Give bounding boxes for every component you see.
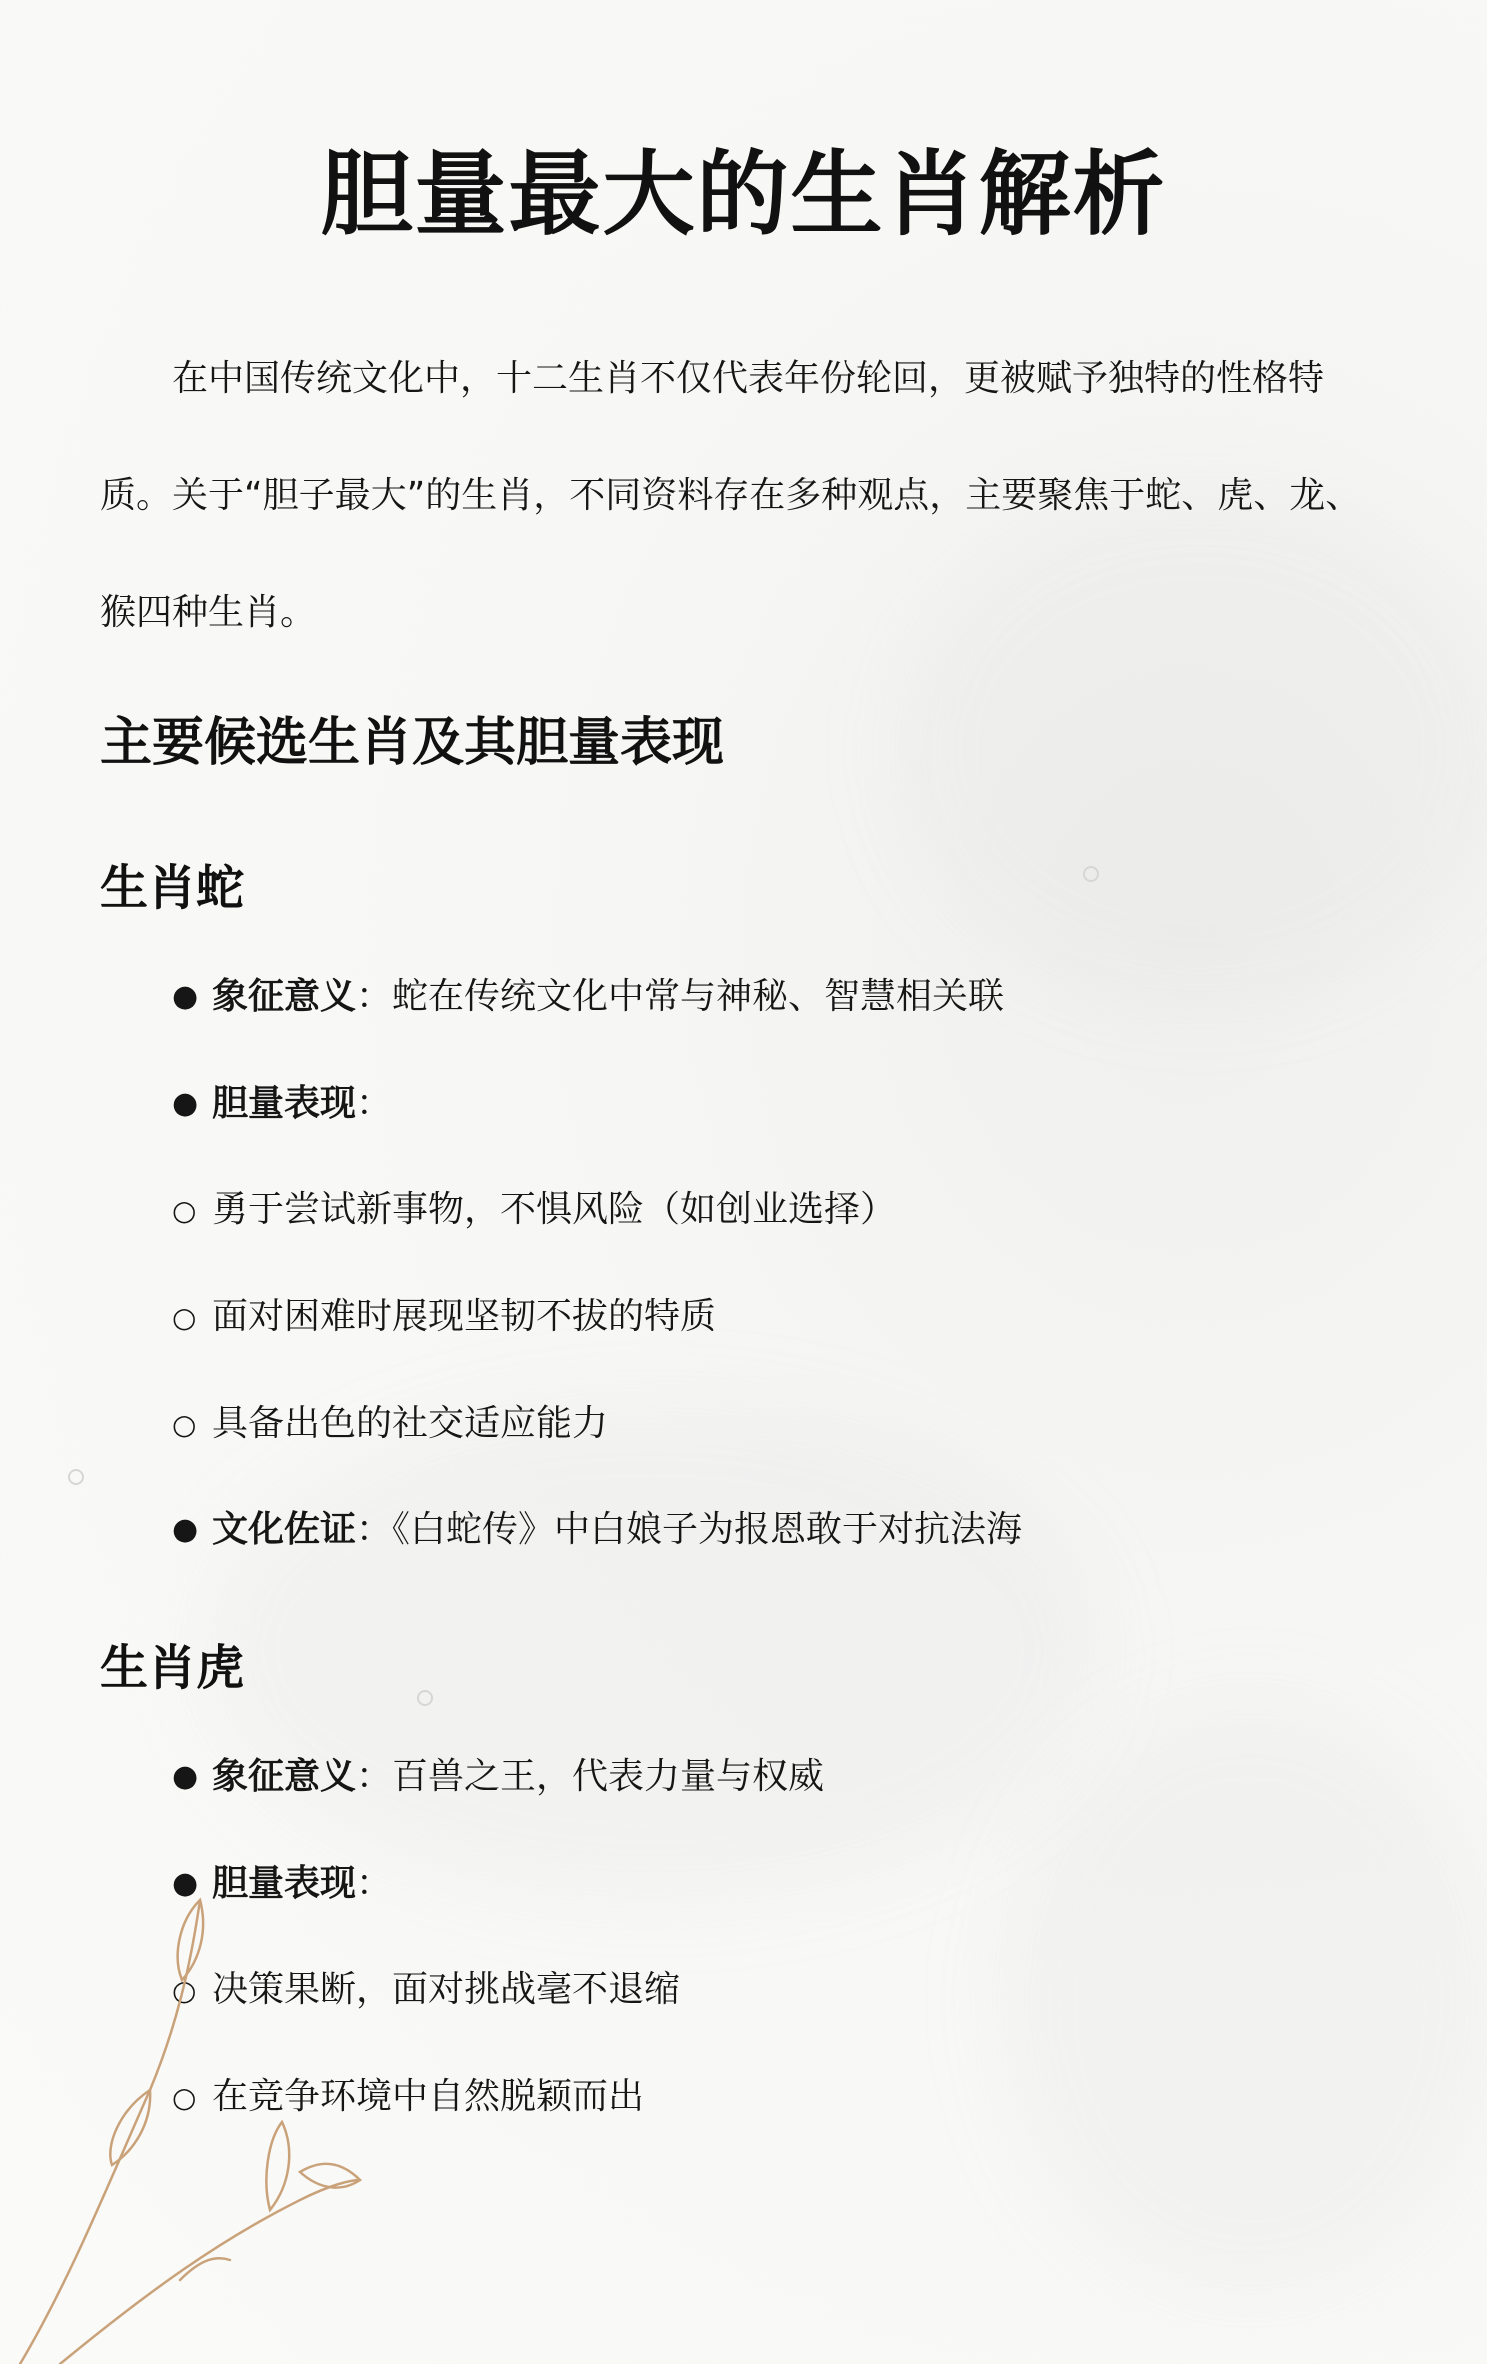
decor-dot — [1083, 866, 1099, 882]
snake-courage-label: 胆量表现 — [212, 1083, 357, 1124]
snake-culture-text: 《白蛇传》中白娘子为报恩敢于对抗法海 — [392, 1509, 1023, 1550]
intro-paragraph: 在中国传统文化中，十二生肖不仅代表年份轮回，更被赋予独特的性格特质。关于“胆子最大”的生肖，不同资料存在多种观点，主要聚焦于蛇、虎、龙、猴四种生肖。 — [100, 358, 1362, 633]
section-heading: 主要候选生肖及其胆量表现 — [100, 713, 725, 773]
snake-culture-item — [172, 1505, 1022, 1555]
tiger-courage-text-2: 在竞争环境中自然脱颖而出 — [212, 2076, 645, 2117]
snake-courage-text-1: 勇于尝试新事物，不惧风险（如创业选择） — [212, 1189, 897, 1230]
list-item — [172, 1185, 896, 1236]
decor-dot — [417, 1690, 433, 1706]
circle-bullet-icon: ○ — [172, 1194, 197, 1227]
snake-courage-text-2: 面对困难时展现坚韧不拔的特质 — [212, 1296, 717, 1337]
colon: ： — [356, 1863, 393, 1904]
decor-dot — [68, 1469, 84, 1485]
plant-stem — [20, 1900, 200, 2364]
bullet-icon: ● — [172, 1759, 199, 1794]
plant-stem — [180, 2258, 230, 2280]
snake-courage-item — [172, 1079, 392, 1129]
snake-symbol-text: 蛇在传统文化中常与神秘、智慧相关联 — [392, 976, 1005, 1017]
bullet-icon: ● — [172, 979, 199, 1014]
bullet-icon: ● — [172, 1866, 199, 1901]
snake-courage-text-3: 具备出色的社交适应能力 — [212, 1403, 609, 1444]
tiger-courage-label: 胆量表现 — [212, 1863, 357, 1904]
circle-bullet-icon: ○ — [172, 1301, 197, 1334]
plant-leaf — [266, 2122, 289, 2210]
tiger-heading: 生肖虎 — [100, 1640, 245, 1696]
bullet-icon: ● — [172, 1512, 199, 1547]
circle-bullet-icon: ○ — [172, 2081, 197, 2114]
plant-sprig-icon — [0, 1860, 420, 2364]
colon: ： — [356, 1756, 393, 1797]
circle-bullet-icon: ○ — [172, 1974, 197, 2007]
snake-heading: 生肖蛇 — [100, 860, 245, 916]
circle-bullet-icon: ○ — [172, 1408, 197, 1441]
snake-symbol-label: 象征意义 — [212, 976, 357, 1017]
list-item — [172, 1292, 716, 1343]
page-title: 胆量最大的生肖解析 — [320, 141, 1167, 248]
plant-strokes — [20, 1900, 360, 2364]
plant-leaf — [300, 2164, 360, 2188]
snake-symbol-item — [172, 972, 1004, 1022]
colon: ： — [356, 976, 393, 1017]
tiger-symbol-text: 百兽之王，代表力量与权威 — [392, 1756, 825, 1797]
tiger-courage-text-1: 决策果断，面对挑战毫不退缩 — [212, 1969, 681, 2010]
list-item — [172, 1399, 608, 1450]
snake-culture-label: 文化佐证 — [212, 1509, 357, 1550]
tiger-symbol-label: 象征意义 — [212, 1756, 357, 1797]
tiger-symbol-item — [172, 1752, 824, 1802]
paper-wash — [1000, 1700, 1487, 2300]
bullet-icon: ● — [172, 1086, 199, 1121]
colon: ： — [356, 1509, 393, 1550]
colon: ： — [356, 1083, 393, 1124]
paper-wash — [200, 1400, 1100, 1900]
plant-stem — [60, 2180, 360, 2364]
